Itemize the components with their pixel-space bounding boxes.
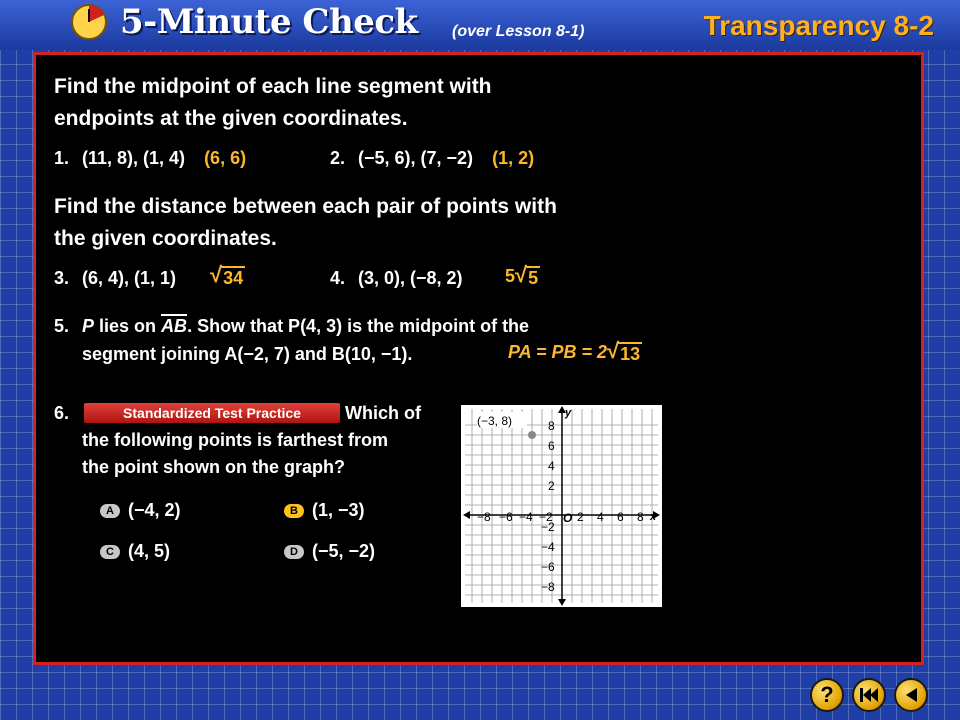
question-1-text: (11, 8), (1, 4): [82, 148, 186, 168]
graph-point: [528, 431, 536, 439]
question-5-line2: segment joining A(−2, 7) and B(10, −1).: [82, 344, 413, 364]
question-2-answer: (1, 2): [492, 148, 535, 168]
question-1: [54, 148, 246, 169]
y-tick-2: 2: [548, 479, 555, 493]
point-p-label: P: [82, 316, 95, 336]
question-5-radicand: 13: [620, 344, 641, 364]
section2-prompt-line2: the given coordinates.: [54, 227, 277, 250]
choice-c-value: (4, 5): [128, 541, 171, 561]
skip-back-icon: [858, 685, 880, 705]
previous-slide-button[interactable]: [894, 678, 928, 712]
question-6-text-line3: the point shown on the graph?: [82, 457, 345, 477]
y-tick-8: 8: [548, 419, 555, 433]
y-tick-neg2: −2: [541, 520, 555, 534]
y-axis-label: y: [565, 407, 572, 419]
point-label: (−3, 8): [477, 414, 513, 428]
question-3-text: (6, 4), (1, 1): [82, 268, 177, 288]
question-4-number: 4.: [330, 268, 346, 288]
header-bar: [0, 0, 960, 50]
question-4: [330, 268, 463, 289]
question-6-text-line2: the following points is farthest from: [82, 430, 388, 450]
lies-on-text: lies on: [99, 316, 157, 336]
x-tick-neg4: −4: [519, 510, 533, 524]
clock-icon: [70, 3, 108, 41]
lesson-subtitle: (over Lesson 8-1): [452, 23, 585, 40]
question-4-answer: [505, 262, 540, 288]
standardized-test-badge: Standardized Test Practice: [84, 403, 340, 423]
choice-b-value: (1, −3): [312, 500, 365, 520]
y-tick-neg4: −4: [541, 540, 555, 554]
question-4-text: (3, 0), (−8, 2): [358, 268, 463, 288]
question-5-answer-prefix: PA = PB = 2: [508, 342, 608, 362]
question-1-answer: (6, 6): [204, 148, 247, 168]
choice-d-letter: D: [284, 545, 304, 559]
coordinate-grid: [461, 405, 662, 607]
question-2-number: 2.: [330, 148, 346, 168]
question-3-number: 3.: [54, 268, 70, 288]
section2-prompt-line1: Find the distance between each pair of points with: [54, 195, 557, 218]
y-axis-arrow-down: [558, 599, 566, 606]
radical-sqrt-34: [210, 262, 245, 288]
question-3-answer: [210, 262, 245, 288]
segment-ab-label: AB: [161, 316, 188, 336]
radical-sqrt-13: [607, 338, 642, 364]
sqrt-icon: √: [515, 262, 528, 287]
question-6-text-line1: Which of: [345, 403, 421, 423]
x-tick-neg6: −6: [499, 510, 513, 524]
choice-d-value: (−5, −2): [312, 541, 376, 561]
question-2-text: (−5, 6), (7, −2): [358, 148, 474, 168]
y-tick-4: 4: [548, 459, 555, 473]
section1-prompt-line2: endpoints at the given coordinates.: [54, 107, 408, 130]
x-axis-label: x: [650, 511, 657, 523]
choice-c[interactable]: [100, 541, 170, 562]
y-tick-neg8: −8: [541, 580, 555, 594]
sqrt-icon: √: [210, 262, 223, 287]
y-tick-6: 6: [548, 439, 555, 453]
choice-c-letter: C: [100, 545, 120, 559]
question-2: [330, 148, 534, 169]
question-5-number: 5.: [54, 316, 70, 336]
coordinate-graph: [461, 405, 662, 607]
help-icon: ?: [820, 682, 834, 707]
y-tick-neg6: −6: [541, 560, 555, 574]
choice-a-value: (−4, 2): [128, 500, 181, 520]
help-button[interactable]: [810, 678, 844, 712]
radical-sqrt-5: [515, 262, 540, 288]
section1-prompt-line1: Find the midpoint of each line segment with: [54, 75, 492, 98]
x-tick-neg2: −2: [539, 510, 553, 524]
sqrt-icon: √: [607, 338, 620, 363]
x-axis-arrow-left: [463, 511, 470, 519]
choice-a[interactable]: [100, 500, 181, 521]
transparency-label: Transparency 8-2: [703, 10, 934, 41]
question-3-radicand: 34: [223, 268, 244, 288]
question-6-number: 6.: [54, 403, 70, 423]
choice-b-letter: B: [284, 504, 304, 518]
question-5-show-text: . Show that P(4, 3) is the midpoint of the: [187, 316, 530, 336]
prev-icon: [901, 685, 921, 705]
question-4-radicand: 5: [528, 268, 539, 288]
x-tick-8: 8: [637, 510, 644, 524]
page-title: 5-Minute Check: [120, 2, 418, 42]
origin-label: O: [563, 511, 573, 525]
first-slide-button[interactable]: [852, 678, 886, 712]
choice-d[interactable]: [284, 541, 375, 562]
x-tick-4: 4: [597, 510, 604, 524]
question-4-coefficient: 5: [505, 266, 516, 286]
choice-b[interactable]: [284, 500, 365, 521]
x-tick-2: 2: [577, 510, 584, 524]
question-1-number: 1.: [54, 148, 70, 168]
x-tick-neg8: −8: [477, 510, 491, 524]
x-tick-6: 6: [617, 510, 624, 524]
question-5-answer: [508, 338, 642, 364]
question-5-line1: [54, 316, 529, 337]
choice-a-letter: A: [100, 504, 120, 518]
question-3: [54, 268, 176, 289]
